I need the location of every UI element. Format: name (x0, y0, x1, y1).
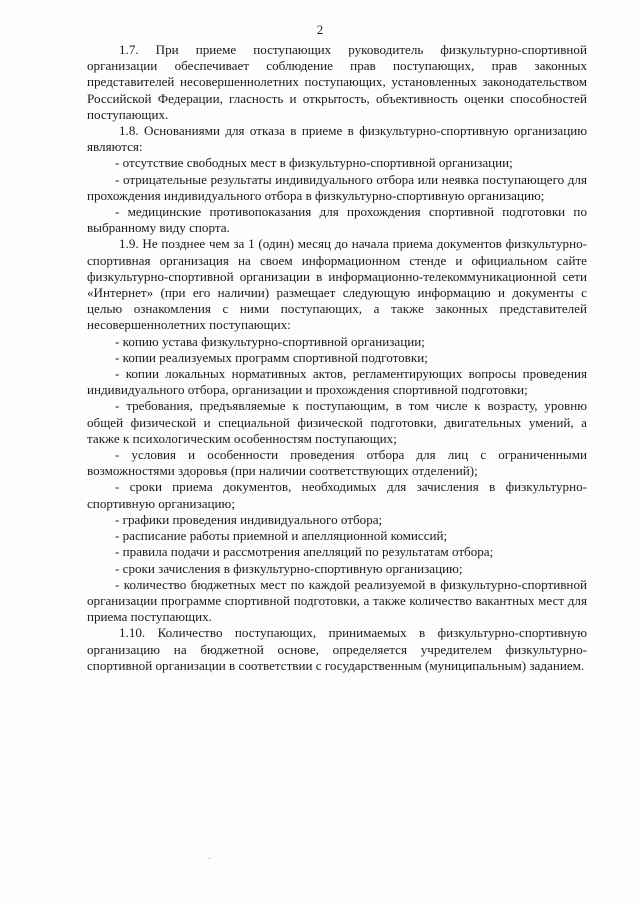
info-item: - сроки приема документов, необходимых для зачисления в физкультурно-спортивную организацию; (87, 479, 587, 511)
paragraph-1-9: 1.9. Не позднее чем за 1 (один) месяц до начала приема документов физкультурно-спортивная организация на своем информационном стенде и официальном сайте физкультурно-спортивной организации в информационно-телекоммуникационной сети «Интернет» (при его наличии) размещает следующую информацию и документы с целью ознакомления с ними поступающих, а также законных представителей несовершеннолетних поступающих: (87, 236, 587, 333)
info-item: - условия и особенности проведения отбора для лиц с ограниченными возможностями здоровья (при наличии соответствующих отделений); (87, 447, 587, 479)
page-number: 2 (316, 22, 324, 37)
paragraph-1-8: 1.8. Основаниями для отказа в приеме в физкультурно-спортивную организацию являются: (87, 123, 587, 155)
info-item: - количество бюджетных мест по каждой реализуемой в физкультурно-спортивной организации программе спортивной подготовки, а также количество вакантных мест для приема поступающих. (87, 576, 587, 625)
paragraph-1-7: 1.7. При приеме поступающих руководитель физкультурно-спортивной организации обеспечивает соблюдение прав поступающих, прав законных представителей несовершеннолетних поступающих, установленных законодательством Российской Федерации, гласность и открытость, объективность оценки способностей поступающих. (87, 42, 587, 122)
refusal-item: - отрицательные результаты индивидуального отбора или неявка поступающего для прохождения индивидуального отбора в физкультурно-спортивную организацию; (87, 171, 587, 203)
info-item: - графики проведения индивидуального отбора; (115, 511, 383, 527)
info-item: - сроки зачисления в физкультурно-спортивную организацию; (115, 560, 463, 576)
document-body (87, 42, 587, 674)
refusal-item: - отсутствие свободных мест в физкультурно-спортивной организации; (115, 155, 513, 171)
info-item: - копии реализуемых программ спортивной подготовки; (115, 349, 428, 365)
paragraph-1-10: 1.10. Количество поступающих, принимаемых в физкультурно-спортивную организацию на бюджетной основе, определяется учредителем физкультурно-спортивной организации в соответствии с государственным (муниципальным) заданием. (87, 625, 587, 673)
info-item: - расписание работы приемной и апелляционной комиссий; (115, 528, 448, 544)
info-item: - правила подачи и рассмотрения апелляций по результатам отбора; (115, 544, 494, 560)
info-item: - требования, предъявляемые к поступающим, в том числе к возрасту, уровню общей физической и специальной физической подготовки, двигательных умений, а также к психологическим особенностям поступающих; (87, 398, 587, 446)
info-item: - копии локальных нормативных актов, регламентирующих вопросы проведения индивидуального отбора, организации и прохождения спортивной подготовки; (87, 366, 587, 398)
scan-speck (209, 858, 210, 859)
info-item: - копию устава физкультурно-спортивной организации; (115, 333, 425, 349)
refusal-item: - медицинские противопоказания для прохождения спортивной подготовки по выбранному виду спорта. (87, 204, 587, 236)
